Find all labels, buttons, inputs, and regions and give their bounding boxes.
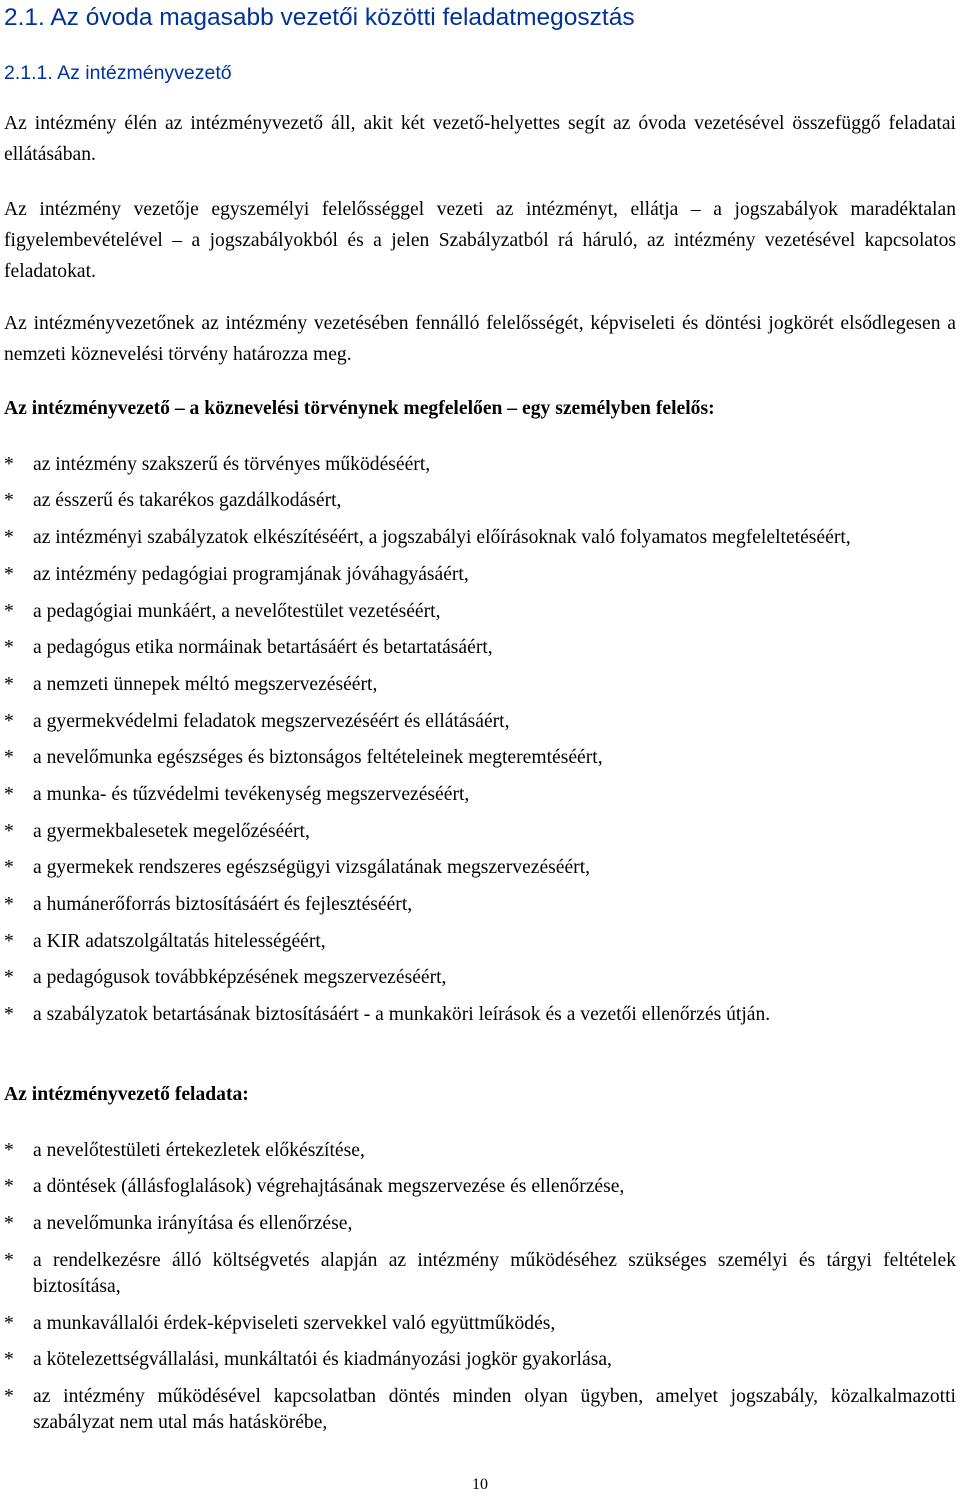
list-item-text: a pedagógusok továbbképzésének megszervezéséért, [33,967,447,988]
list-item-text: a nevelőmunka irányítása és ellenőrzése, [33,1213,353,1234]
intro-paragraph: Az intézmény élén az intézményvezető áll, akit két vezető-helyettes segít az óvoda vezetésével összefüggő feladatai ellátásában. [4,113,956,165]
list-item [4,855,956,881]
list-item [4,525,956,551]
responsibilities-title: Az intézményvezető – a köznevelési törvénynek megfelelően – egy személyben felelős: [4,398,715,419]
list-item-text: a nemzeti ünnepek méltó megszervezéséért, [33,674,378,695]
list-item [4,929,956,955]
bullet-marker: * [4,1250,14,1271]
list-item-text: a kötelezettségvállalási, munkáltatói és kiadmányozási jogkör gyakorlása, [33,1349,612,1370]
list-item-text: a gyermekek rendszeres egészségügyi vizsgálatának megszervezéséért, [33,857,591,878]
authority-paragraph: Az intézményvezetőnek az intézmény vezetésében fennálló felelősségét, képviseleti és döntési jogkörét elsődlegesen a nemzeti köznevelési törvény határozza meg. [4,313,956,365]
list-item-text: a humánerőforrás biztosításáért és fejlesztéséért, [33,894,413,915]
tasks-list [4,1138,956,1436]
bullet-marker: * [4,1004,14,1025]
bullet-marker: * [4,967,14,988]
list-item [4,1311,956,1337]
list-item-text: a gyermekbalesetek megelőzéséért, [33,821,310,842]
list-item-text: az ésszerű és takarékos gazdálkodásért, [33,490,342,511]
list-item-text: a rendelkezésre álló költségvetés alapján az intézmény működéséhez szükséges személyi és tárgyi feltételek biztosítása, [33,1250,956,1297]
list-item-text: az intézmény szakszerű és törvényes működéséért, [33,454,431,475]
bullet-marker: * [4,1349,14,1370]
bullet-marker: * [4,454,14,475]
bullet-marker: * [4,894,14,915]
list-item [4,635,956,661]
tasks-title: Az intézményvezető feladata: [4,1084,249,1105]
list-item [4,1002,956,1028]
list-item [4,782,956,808]
list-item-text: a pedagógiai munkáért, a nevelőtestület vezetéséért, [33,601,441,622]
list-item [4,452,956,478]
bullet-marker: * [4,527,14,548]
bullet-marker: * [4,1176,14,1197]
bullet-marker: * [4,674,14,695]
list-item [4,562,956,588]
bullet-marker: * [4,1213,14,1234]
list-item [4,1248,956,1300]
list-item-text: az intézmény működésével kapcsolatban döntés minden olyan ügyben, amelyet jogszabály, közalkalmazotti szabályzat nem utal más hatáskörébe, [33,1386,956,1433]
bullet-marker: * [4,637,14,658]
list-item [4,819,956,845]
bullet-marker: * [4,1386,14,1407]
list-item [4,892,956,918]
section-heading: 2.1. Az óvoda magasabb vezetői közötti feladatmegosztás [4,4,635,31]
page-number: 10 [472,1476,488,1493]
bullet-marker: * [4,784,14,805]
list-item [4,1138,956,1164]
bullet-marker: * [4,601,14,622]
list-item-text: a szabályzatok betartásának biztosításáért - a munkaköri leírások és a vezetői ellenőrzés útján. [33,1004,771,1025]
list-item-text: a KIR adatszolgáltatás hitelességéért, [33,931,326,952]
list-item [4,1384,956,1436]
list-item [4,488,956,514]
bullet-marker: * [4,711,14,732]
list-item [4,599,956,625]
list-item [4,965,956,991]
list-item [4,672,956,698]
list-item [4,1174,956,1200]
list-item-text: a pedagógus etika normáinak betartásáért és betartatásáért, [33,637,493,658]
bullet-marker: * [4,931,14,952]
list-item-text: a nevelőmunka egészséges és biztonságos feltételeinek megteremtéséért, [33,747,603,768]
bullet-marker: * [4,490,14,511]
bullet-marker: * [4,821,14,842]
list-item [4,1347,956,1373]
bullet-marker: * [4,747,14,768]
list-item-text: az intézmény pedagógiai programjának jóváhagyásáért, [33,564,469,585]
bullet-marker: * [4,1313,14,1334]
list-item-text: a munkavállalói érdek-képviseleti szervekkel való együttműködés, [33,1313,556,1334]
responsibility-paragraph: Az intézmény vezetője egyszemélyi felelősséggel vezeti az intézményt, ellátja – a jogszabályok maradéktalan figyelembevételével – a jogszabályokból és a jelen Szabályzatból rá háruló, az intézmény vezetésével kapcsolatos feladatokat. [4,199,956,282]
list-item-text: a döntések (állásfoglalások) végrehajtásának megszervezése és ellenőrzése, [33,1176,625,1197]
list-item [4,745,956,771]
list-item [4,1211,956,1237]
bullet-marker: * [4,564,14,585]
list-item-text: a munka- és tűzvédelmi tevékenység megszervezéséért, [33,784,470,805]
list-item-text: az intézményi szabályzatok elkészítéséért, a jogszabályi előírásoknak való folyamatos megfeleltetéséért, [33,527,851,548]
list-item-text: a nevelőtestületi értekezletek előkészítése, [33,1140,365,1161]
responsibilities-list [4,452,956,1028]
list-item [4,709,956,735]
list-item-text: a gyermekvédelmi feladatok megszervezéséért és ellátásáért, [33,711,510,732]
bullet-marker: * [4,857,14,878]
subsection-heading: 2.1.1. Az intézményvezető [4,62,232,84]
bullet-marker: * [4,1140,14,1161]
